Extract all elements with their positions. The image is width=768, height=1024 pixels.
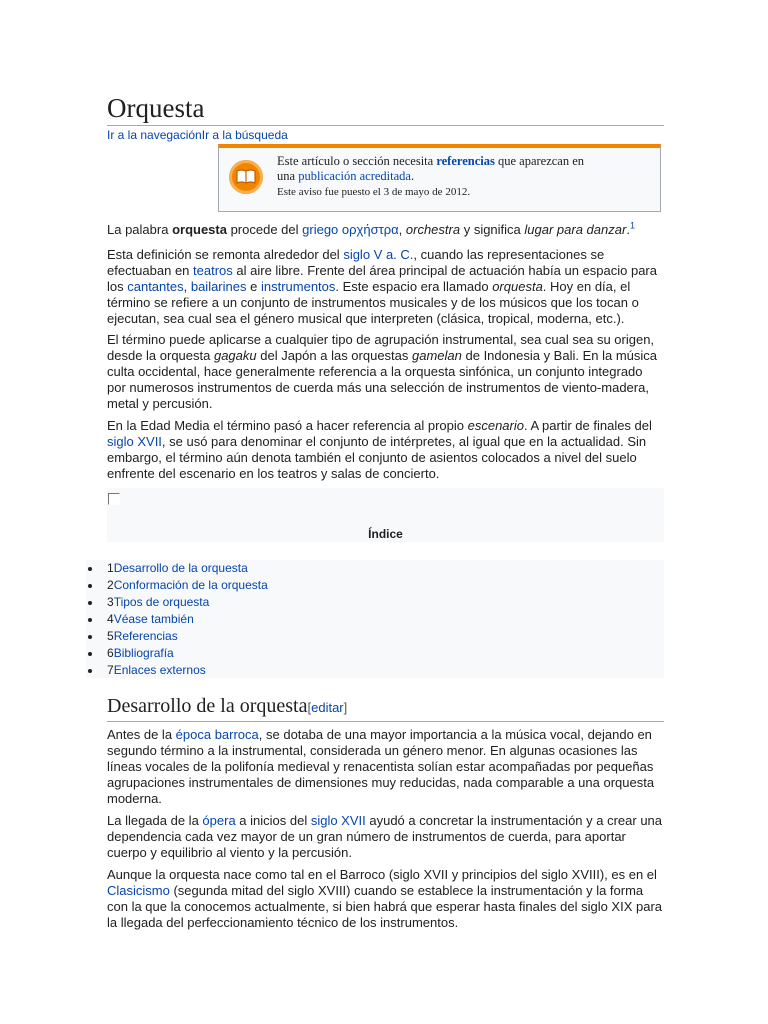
toc-item[interactable]: 5Referencias [86, 628, 664, 645]
references-notice [218, 144, 661, 212]
intro-paragraph-3: El término puede aplicarse a cualquier tipo de agrupación instrumental, sea cual sea su origen, desde la orquesta gagaku del Japón a las orquestas gamelan de Indonesia y Bali. En la música culta occidental, hace generalmente referencia a la orquesta sinfónica, un conjunto integrado por numerosos instrumentos de cuerda más una selección de instrumentos de viento-madera, metal y percusión. [107, 332, 657, 411]
greek-link[interactable]: griego [302, 222, 339, 237]
references-link[interactable]: referencias [436, 154, 495, 168]
table-of-contents [107, 488, 664, 542]
toc-link[interactable]: Véase también [113, 612, 194, 626]
section1-paragraph-2: La llegada de la ópera a inicios del siglo XVII ayudó a concretar la instrumentación y a crear una dependencia cada vez mayor de un gran número de instrumentos de cuerda, para aportar cuerpo y equilibrio al viento y la percusión. [107, 813, 663, 860]
jump-links [107, 127, 288, 143]
toc-item[interactable]: 2Conformación de la orquesta [86, 577, 664, 594]
toc-link[interactable]: Conformación de la orquesta [113, 578, 268, 592]
teatros-link[interactable]: teatros [193, 263, 233, 278]
section-heading-desarrollo: Desarrollo de la orquesta[editar] [107, 694, 664, 722]
toc-item[interactable]: 4Véase también [86, 611, 664, 628]
toc-item[interactable]: 6Bibliografía [86, 645, 664, 662]
siglo-xvii-link-2[interactable]: siglo XVII [310, 813, 366, 828]
accredited-publication-link[interactable]: publicación acreditada [298, 169, 411, 183]
epoca-barroca-link[interactable]: época barroca [175, 727, 259, 742]
notice-date: Este aviso fue puesto el 3 de mayo de 2012. [277, 186, 471, 198]
cantantes-link[interactable]: cantantes [127, 279, 184, 294]
clasicismo-link[interactable]: Clasicismo [107, 883, 170, 898]
toc-link[interactable]: Referencias [113, 629, 178, 643]
book-icon [229, 160, 263, 194]
jump-to-navigation-link[interactable]: Ir a la navegación [107, 128, 202, 142]
page-title: Orquesta [107, 92, 664, 126]
intro-paragraph-4: En la Edad Media el término pasó a hacer referencia al propio escenario. A partir de finales del siglo XVII, se usó para denominar el conjunto de intérpretes, al igual que en la actualidad. Sin embargo, el término aún denota también el conjunto de asientos colocados a nivel del suelo enfrente del escenario en los teatros y salas de concierto. [107, 418, 652, 481]
toc-list [86, 560, 664, 678]
bailarines-link[interactable]: bailarines [190, 279, 247, 294]
siglo-v-link[interactable]: siglo V a. C. [343, 247, 414, 262]
jump-to-search-link[interactable]: Ir a la búsqueda [201, 128, 288, 142]
intro-paragraph-2: Esta definición se remonta alrededor del siglo V a. C., cuando las representaciones se efectuaban en teatros al aire libre. Frente del área principal de actuación había un espacio para los cantantes, bailarines e instrumentos. Este espacio era llamado orquesta. Hoy en día, el término se refiere a un conjunto de instrumentos musicales y de los músicos que los tocan o ejecutan, sea cual sea el género musical que interpreten (clásica, tropical, moderna, etc.). [107, 247, 657, 326]
toc-link[interactable]: Desarrollo de la orquesta [113, 561, 248, 575]
toc-title: Índice [368, 527, 403, 541]
toc-item[interactable]: 7Enlaces externos [86, 662, 664, 679]
edit-section-link[interactable]: editar [311, 700, 344, 715]
opera-link[interactable]: ópera [202, 813, 236, 828]
reference-1-link[interactable]: 1 [629, 220, 635, 231]
toc-item[interactable]: 3Tipos de orquesta [86, 594, 664, 611]
edit-section-link-wrapper: [editar] [307, 700, 348, 715]
toc-link[interactable]: Tipos de orquesta [113, 595, 210, 609]
toc-item[interactable]: 1Desarrollo de la orquesta [86, 560, 664, 577]
intro-paragraph-1: La palabra orquesta procede del griego ορχήστρα, orchestra y significa lugar para danzar.$^1$ [107, 220, 635, 237]
toc-link[interactable]: Bibliografía [113, 646, 174, 660]
section1-paragraph-1: Antes de la época barroca, se dotaba de una mayor importancia a la música vocal, dejando en segundo término a la instrumental, considerada un género menor. En algunas ocasiones las líneas vocales de la polifonía medieval y renacentista solían estar acompañadas por pequeñas agrupaciones instrumentales de dimensiones muy reducidas, nada comparable a una orquesta moderna. [107, 727, 655, 806]
section1-paragraph-3: Aunque la orquesta nace como tal en el Barroco (siglo XVII y principios del siglo XVIII), es en el Clasicismo (segunda mitad del siglo XVIII) cuando se establece la instrumentación y la forma con la que la conocemos actualmente, si bien habrá que esperar hasta finales del siglo XIX para la llegada del perfeccionamiento técnico de los instrumentos. [107, 867, 663, 930]
toc-link[interactable]: Enlaces externos [113, 663, 206, 677]
notice-text: Este artículo o sección necesita referencias que aparezcan en una publicación acreditada. Este aviso fue puesto el 3 de mayo de 2012. [277, 154, 585, 198]
siglo-xvii-link[interactable]: siglo XVII [107, 434, 162, 449]
instrumentos-link[interactable]: instrumentos [260, 279, 336, 294]
toc-toggle-checkbox[interactable] [108, 493, 120, 505]
